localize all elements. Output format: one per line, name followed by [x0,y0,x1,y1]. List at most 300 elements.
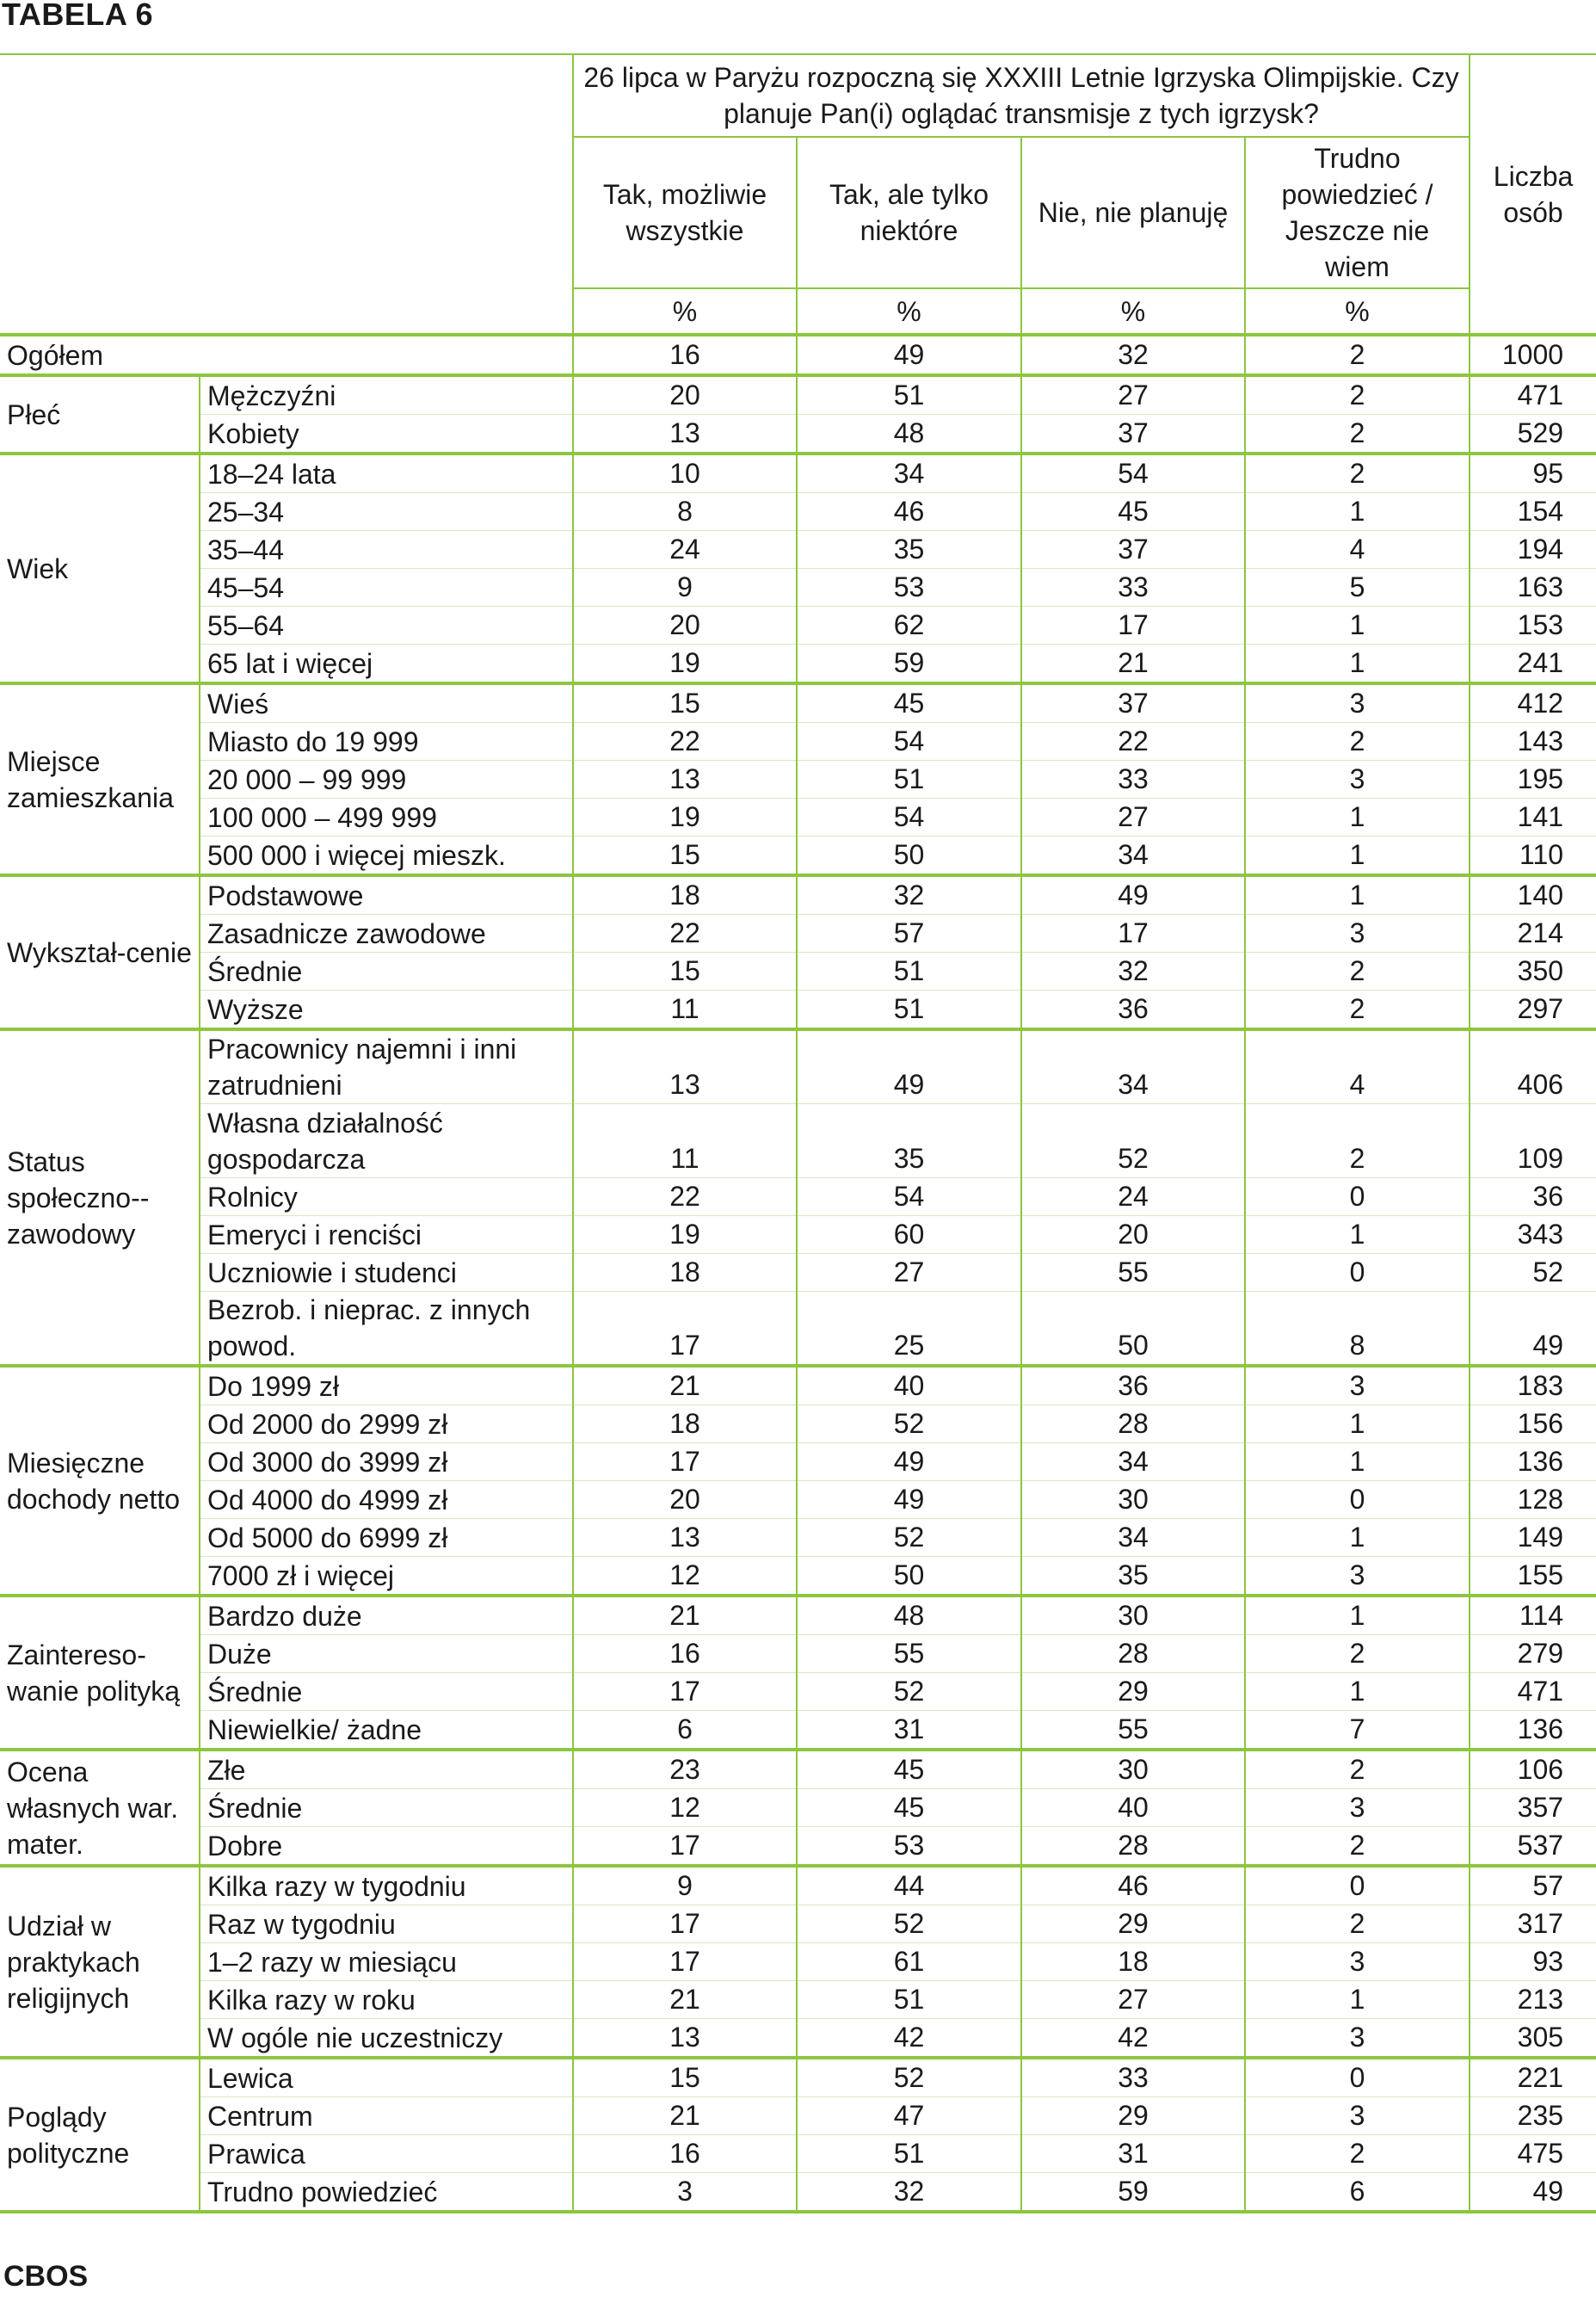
value-cell: 40 [1021,1789,1245,1827]
value-cell: 53 [797,1827,1021,1867]
row-label: Rolnicy [200,1178,573,1216]
value-cell: 7 [1245,1711,1470,1750]
table-row [0,837,1596,876]
value-cell: 2 [1245,1635,1470,1673]
count-cell: 471 [1470,375,1596,415]
value-cell: 0 [1245,1481,1470,1519]
table-row [0,607,1596,645]
value-cell: 20 [573,607,797,645]
count-cell: 153 [1470,607,1596,645]
value-cell: 30 [1021,1750,1245,1789]
table-row [0,991,1596,1030]
value-cell: 32 [1021,953,1245,991]
value-cell: 12 [573,1557,797,1596]
value-cell: 3 [1245,1789,1470,1827]
value-cell: 1 [1245,1405,1470,1443]
value-cell: 28 [1021,1405,1245,1443]
value-cell: 16 [573,1635,797,1673]
row-label: Emeryci i renciści [200,1216,573,1254]
row-label: Mężczyźni [200,375,573,415]
results-table [0,53,1596,2213]
value-cell: 45 [797,1789,1021,1827]
value-cell: 1 [1245,837,1470,876]
value-cell: 0 [1245,2058,1470,2097]
value-cell: 11 [573,991,797,1030]
value-cell: 1 [1245,799,1470,837]
table-row [0,2097,1596,2135]
table-row [0,2135,1596,2173]
value-cell: 54 [797,723,1021,761]
value-cell: 0 [1245,1178,1470,1216]
count-cell: 214 [1470,915,1596,953]
value-cell: 52 [1021,1104,1245,1178]
count-cell: 149 [1470,1519,1596,1557]
value-cell: 29 [1021,1905,1245,1943]
value-cell: 45 [797,683,1021,723]
count-cell: 106 [1470,1750,1596,1789]
count-cell: 110 [1470,837,1596,876]
row-label: Zasadnicze zawodowe [200,915,573,953]
row-label: Prawica [200,2135,573,2173]
count-cell: 305 [1470,2019,1596,2059]
table-row [0,1443,1596,1481]
count-cell: 412 [1470,683,1596,723]
value-cell: 32 [1021,335,1245,375]
count-cell: 49 [1470,2173,1596,2213]
row-label: 18–24 lata [200,454,573,493]
value-cell: 34 [1021,1443,1245,1481]
value-cell: 55 [1021,1254,1245,1292]
row-label: Duże [200,1635,573,1673]
value-cell: 55 [1021,1711,1245,1750]
table-row [0,1635,1596,1673]
value-cell: 11 [573,1104,797,1178]
value-cell: 10 [573,454,797,493]
count-cell: 136 [1470,1711,1596,1750]
row-label: 45–54 [200,569,573,607]
value-cell: 2 [1245,2135,1470,2173]
row-label: Średnie [200,1673,573,1711]
count-cell: 114 [1470,1596,1596,1635]
value-cell: 49 [797,335,1021,375]
count-cell: 221 [1470,2058,1596,2097]
value-cell: 24 [573,531,797,569]
value-cell: 17 [1021,607,1245,645]
col-header-all: Tak, możliwie wszystkie [573,137,797,288]
value-cell: 16 [573,335,797,375]
value-cell: 35 [797,531,1021,569]
value-cell: 62 [797,607,1021,645]
value-cell: 48 [797,415,1021,454]
value-cell: 22 [573,915,797,953]
row-label: 100 000 – 499 999 [200,799,573,837]
count-cell: 317 [1470,1905,1596,1943]
group-label: Wiek [0,454,200,683]
value-cell: 37 [1021,415,1245,454]
value-cell: 12 [573,1789,797,1827]
row-label: Dobre [200,1827,573,1867]
value-cell: 19 [573,1216,797,1254]
value-cell: 4 [1245,531,1470,569]
row-label: 7000 zł i więcej [200,1557,573,1596]
value-cell: 22 [1021,723,1245,761]
value-cell: 3 [1245,761,1470,799]
row-label: Trudno powiedzieć [200,2173,573,2213]
value-cell: 59 [1021,2173,1245,2213]
value-cell: 5 [1245,569,1470,607]
value-cell: 18 [573,1405,797,1443]
value-cell: 51 [797,761,1021,799]
table-row [0,1029,1596,1104]
value-cell: 36 [1021,1366,1245,1405]
value-cell: 2 [1245,1750,1470,1789]
row-label: Kobiety [200,415,573,454]
value-cell: 27 [1021,375,1245,415]
value-cell: 32 [797,2173,1021,2213]
value-cell: 1 [1245,1596,1470,1635]
value-cell: 20 [573,375,797,415]
value-cell: 2 [1245,415,1470,454]
table-row [0,1104,1596,1178]
value-cell: 15 [573,837,797,876]
group-label: Miejsce zamieszkania [0,683,200,875]
table-row [0,1366,1596,1405]
value-cell: 3 [1245,683,1470,723]
value-cell: 25 [797,1292,1021,1367]
value-cell: 51 [797,953,1021,991]
row-label: 1–2 razy w miesiącu [200,1943,573,1981]
group-label: Płeć [0,375,200,454]
value-cell: 8 [1245,1292,1470,1367]
count-cell: 471 [1470,1673,1596,1711]
value-cell: 13 [573,1519,797,1557]
value-cell: 20 [1021,1216,1245,1254]
value-cell: 6 [1245,2173,1470,2213]
row-label: Od 2000 do 2999 zł [200,1405,573,1443]
value-cell: 1 [1245,1216,1470,1254]
value-cell: 1 [1245,1519,1470,1557]
row-label: Uczniowie i studenci [200,1254,573,1292]
value-cell: 9 [573,569,797,607]
count-cell: 350 [1470,953,1596,991]
count-cell: 297 [1470,991,1596,1030]
count-cell: 406 [1470,1029,1596,1104]
row-label: 65 lat i więcej [200,645,573,684]
table-row [0,1943,1596,1981]
row-label: Kilka razy w tygodniu [200,1866,573,1905]
value-cell: 60 [797,1216,1021,1254]
count-cell: 1000 [1470,335,1596,375]
value-cell: 17 [573,1827,797,1867]
value-cell: 1 [1245,875,1470,915]
table-row [0,1750,1596,1789]
value-cell: 2 [1245,1905,1470,1943]
source-label: CBOS [3,2260,89,2293]
value-cell: 42 [1021,2019,1245,2059]
value-cell: 18 [573,1254,797,1292]
value-cell: 2 [1245,335,1470,375]
value-cell: 1 [1245,1981,1470,2019]
table-row [0,915,1596,953]
value-cell: 48 [797,1596,1021,1635]
row-label: 55–64 [200,607,573,645]
count-cell: 183 [1470,1366,1596,1405]
table-row [0,454,1596,493]
table-row [0,2058,1596,2097]
row-label: Złe [200,1750,573,1789]
value-cell: 0 [1245,1866,1470,1905]
unit-label: % [797,288,1021,335]
value-cell: 46 [1021,1866,1245,1905]
table-row [0,1254,1596,1292]
value-cell: 50 [1021,1292,1245,1367]
value-cell: 34 [1021,1029,1245,1104]
value-cell: 22 [573,1178,797,1216]
value-cell: 3 [1245,1557,1470,1596]
value-cell: 2 [1245,723,1470,761]
unit-label: % [1021,288,1245,335]
value-cell: 50 [797,837,1021,876]
table-row [0,953,1596,991]
value-cell: 37 [1021,683,1245,723]
value-cell: 13 [573,415,797,454]
value-cell: 3 [1245,915,1470,953]
unit-label: % [1245,288,1470,335]
count-cell: 36 [1470,1178,1596,1216]
value-cell: 8 [573,493,797,531]
group-label: Ocena własnych war. mater. [0,1750,200,1866]
table-row [0,375,1596,415]
value-cell: 3 [1245,2019,1470,2059]
value-cell: 21 [573,1981,797,2019]
value-cell: 44 [797,1866,1021,1905]
value-cell: 34 [1021,1519,1245,1557]
value-cell: 50 [797,1557,1021,1596]
count-cell: 154 [1470,493,1596,531]
value-cell: 4 [1245,1029,1470,1104]
table-row [0,2173,1596,2213]
table-row [0,531,1596,569]
table-row [0,1481,1596,1519]
value-cell: 51 [797,991,1021,1030]
row-label: Od 4000 do 4999 zł [200,1481,573,1519]
table-row [0,415,1596,454]
value-cell: 28 [1021,1635,1245,1673]
value-cell: 45 [797,1750,1021,1789]
count-cell: 141 [1470,799,1596,837]
row-label: Pracownicy najemni i inni zatrudnieni [200,1029,573,1104]
value-cell: 6 [573,1711,797,1750]
value-cell: 20 [573,1481,797,1519]
row-label: 25–34 [200,493,573,531]
value-cell: 35 [797,1104,1021,1178]
table-row [0,1292,1596,1367]
value-cell: 3 [1245,1943,1470,1981]
col-header-some: Tak, ale tylko niektóre [797,137,1021,288]
value-cell: 42 [797,2019,1021,2059]
value-cell: 17 [573,1905,797,1943]
value-cell: 61 [797,1943,1021,1981]
table-row [0,799,1596,837]
value-cell: 2 [1245,454,1470,493]
value-cell: 33 [1021,2058,1245,2097]
table-row [0,1789,1596,1827]
table-row [0,723,1596,761]
value-cell: 59 [797,645,1021,684]
count-cell: 128 [1470,1481,1596,1519]
group-label: Udział w praktykach religijnych [0,1866,200,2058]
table-row [0,2019,1596,2059]
value-cell: 13 [573,1029,797,1104]
table-row [0,1827,1596,1867]
value-cell: 17 [1021,915,1245,953]
table-row [0,1711,1596,1750]
value-cell: 17 [573,1292,797,1367]
value-cell: 1 [1245,645,1470,684]
value-cell: 22 [573,723,797,761]
table-row [0,1981,1596,2019]
row-label: Średnie [200,1789,573,1827]
count-cell: 195 [1470,761,1596,799]
value-cell: 52 [797,1519,1021,1557]
row-label: Wieś [200,683,573,723]
value-cell: 36 [1021,991,1245,1030]
value-cell: 24 [1021,1178,1245,1216]
value-cell: 3 [1245,1366,1470,1405]
value-cell: 37 [1021,531,1245,569]
value-cell: 15 [573,2058,797,2097]
value-cell: 21 [573,1366,797,1405]
value-cell: 28 [1021,1827,1245,1867]
count-cell: 537 [1470,1827,1596,1867]
count-cell: 136 [1470,1443,1596,1481]
value-cell: 0 [1245,1254,1470,1292]
value-cell: 3 [573,2173,797,2213]
row-label: W ogóle nie uczestniczy [200,2019,573,2059]
value-cell: 34 [1021,837,1245,876]
value-cell: 15 [573,683,797,723]
value-cell: 52 [797,1905,1021,1943]
value-cell: 19 [573,645,797,684]
value-cell: 29 [1021,2097,1245,2135]
count-cell: 109 [1470,1104,1596,1178]
value-cell: 45 [1021,493,1245,531]
table-row [0,1557,1596,1596]
row-label: Centrum [200,2097,573,2135]
value-cell: 18 [573,875,797,915]
value-cell: 21 [573,2097,797,2135]
value-cell: 1 [1245,607,1470,645]
value-cell: 15 [573,953,797,991]
row-label: Od 3000 do 3999 zł [200,1443,573,1481]
value-cell: 23 [573,1750,797,1789]
value-cell: 13 [573,2019,797,2059]
table-row [0,1905,1596,1943]
value-cell: 29 [1021,1673,1245,1711]
total-label: Ogółem [0,335,573,375]
value-cell: 49 [797,1029,1021,1104]
value-cell: 2 [1245,953,1470,991]
col-header-dontknow: Trudno powiedzieć / Jeszcze nie wiem [1245,137,1470,288]
value-cell: 27 [797,1254,1021,1292]
value-cell: 49 [797,1443,1021,1481]
count-cell: 343 [1470,1216,1596,1254]
count-cell: 235 [1470,2097,1596,2135]
count-header: Liczba osób [1470,54,1596,335]
count-cell: 155 [1470,1557,1596,1596]
value-cell: 21 [1021,645,1245,684]
count-cell: 241 [1470,645,1596,684]
count-cell: 52 [1470,1254,1596,1292]
value-cell: 17 [573,1673,797,1711]
value-cell: 51 [797,375,1021,415]
value-cell: 52 [797,2058,1021,2097]
table-row [0,1405,1596,1443]
value-cell: 46 [797,493,1021,531]
value-cell: 18 [1021,1943,1245,1981]
value-cell: 1 [1245,1443,1470,1481]
row-label: Bardzo duże [200,1596,573,1635]
row-label: Do 1999 zł [200,1366,573,1405]
value-cell: 54 [797,799,1021,837]
row-label: Wyższe [200,991,573,1030]
row-label: Kilka razy w roku [200,1981,573,2019]
value-cell: 2 [1245,375,1470,415]
row-label: Lewica [200,2058,573,2097]
group-label: Wykształ-cenie [0,875,200,1029]
count-cell: 279 [1470,1635,1596,1673]
row-label: 20 000 – 99 999 [200,761,573,799]
value-cell: 31 [1021,2135,1245,2173]
value-cell: 2 [1245,991,1470,1030]
value-cell: 33 [1021,761,1245,799]
table-row [0,1519,1596,1557]
value-cell: 52 [797,1673,1021,1711]
row-label: Średnie [200,953,573,991]
count-cell: 529 [1470,415,1596,454]
value-cell: 17 [573,1943,797,1981]
table-row [0,1866,1596,1905]
value-cell: 35 [1021,1557,1245,1596]
count-cell: 475 [1470,2135,1596,2173]
value-cell: 40 [797,1366,1021,1405]
row-label: Bezrob. i nieprac. z innych powod. [200,1292,573,1367]
value-cell: 51 [797,1981,1021,2019]
question-header: 26 lipca w Paryżu rozpoczną się XXXIII Letnie Igrzyska Olimpijskie. Czy planuje Pan(i) oglądać transmisje z tych igrzysk? [573,54,1470,137]
value-cell: 2 [1245,1104,1470,1178]
count-cell: 57 [1470,1866,1596,1905]
value-cell: 47 [797,2097,1021,2135]
table-row [0,1216,1596,1254]
value-cell: 53 [797,569,1021,607]
row-label: Niewielkie/ żadne [200,1711,573,1750]
value-cell: 34 [797,454,1021,493]
value-cell: 19 [573,799,797,837]
value-cell: 9 [573,1866,797,1905]
count-cell: 163 [1470,569,1596,607]
value-cell: 49 [1021,875,1245,915]
row-label: 35–44 [200,531,573,569]
group-label: Poglądy polityczne [0,2058,200,2212]
row-label: 500 000 i więcej mieszk. [200,837,573,876]
count-cell: 140 [1470,875,1596,915]
group-label: Status społeczno--zawodowy [0,1029,200,1366]
count-cell: 93 [1470,1943,1596,1981]
value-cell: 1 [1245,1673,1470,1711]
header-corner [0,54,573,335]
value-cell: 27 [1021,799,1245,837]
count-cell: 143 [1470,723,1596,761]
